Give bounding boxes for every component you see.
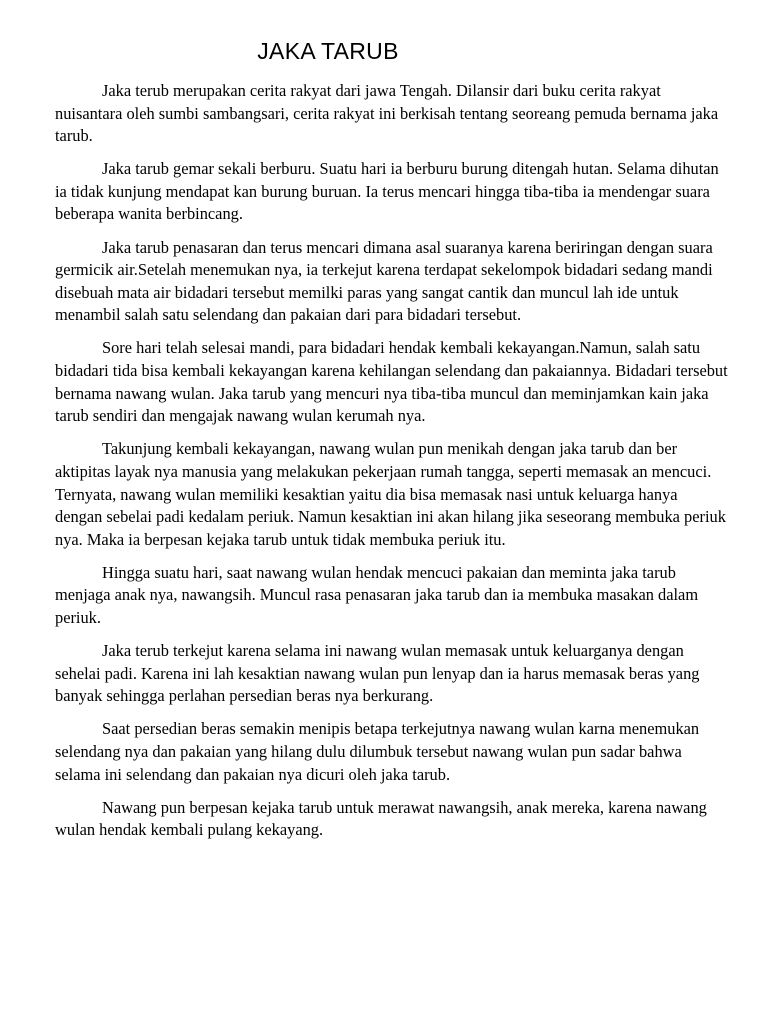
- paragraph-1: Jaka terub merupakan cerita rakyat dari jawa Tengah. Dilansir dari buku cerita rakyat nuisantara oleh sumbi sambangsari, cerita rakyat ini berkisah tentang seoreang pemuda bernama jaka tarub.: [55, 81, 719, 146]
- paragraph-9: Nawang pun berpesan kejaka tarub untuk merawat nawangsih, anak mereka, karena nawang wulan hendak kembali pulang kekayang.: [55, 797, 707, 840]
- paragraph-6: Hingga suatu hari, saat nawang wulan hendak mencuci pakaian dan meminta jaka tarub menjaga anak nya, nawangsih. Muncul rasa penasaran jaka tarub dan ia membuka masakan dalam periuk.: [55, 562, 699, 627]
- document-title: JAKA TARUB: [257, 38, 399, 64]
- paragraph-3: Jaka tarub penasaran dan terus mencari dimana asal suaranya karena beriringan dengan suara germicik air.Setelah menemukan nya, ia terkejut karena terdapat sekelompok bidadari sedang mandi disebuah mata air bidadari tersebut memilki paras yang sangat cantik dan muncul lah ide untuk menambil salah satu selendang dan pakaian dari para bidadari tersebut.: [55, 237, 713, 325]
- paragraph-8: Saat persedian beras semakin menipis betapa terkejutnya nawang wulan karna menemukan selendang nya dan pakaian yang hilang dulu dilumbuk tersebut nawang wulan pun sadar bahwa selama ini selendang dan pakaian nya dicuri oleh jaka tarub.: [55, 719, 700, 784]
- paragraph-5: Takunjung kembali kekayangan, nawang wulan pun menikah dengan jaka tarub dan ber aktipitas layak nya manusia yang melakukan pekerjaan rumah tangga, seperti memasak an mencuci. Ternyata, nawang wulan memiliki kesaktian yaitu dia bisa memasak nasi untuk keluarga hanya dengan sebelai padi kedalam periuk. Namun kesaktian ini akan hilang jika seseorang membuka periuk nya. Maka ia berpesan kejaka tarub untuk tidak membuka periuk itu.: [55, 439, 726, 549]
- document-body: [55, 80, 728, 852]
- paragraph-4: Sore hari telah selesai mandi, para bidadari hendak kembali kekayangan.Namun, salah satu bidadari tida bisa kembali kekayangan karena kehilangan selendang dan pakaiannya. Bidadari tersebut bernama nawang wulan. Jaka tarub yang mencuri nya tiba-tiba muncul dan meminjamkan kain jaka tarub sendiri dan mengajak nawang wulan kerumah nya.: [55, 338, 728, 426]
- paragraph-2: Jaka tarub gemar sekali berburu. Suatu hari ia berburu burung ditengah hutan. Selama dihutan ia tidak kunjung mendapat kan burung buruan. Ia terus mencari hingga tiba-tiba ia mendengar suara beberapa wanita berbincang.: [55, 159, 719, 224]
- paragraph-7: Jaka terub terkejut karena selama ini nawang wulan memasak untuk keluarganya dengan sehelai padi. Karena ini lah kesaktian nawang wulan pun lenyap dan ia harus memasak beras yang banyak sehingga perlahan persedian beras nya berkurang.: [55, 641, 700, 706]
